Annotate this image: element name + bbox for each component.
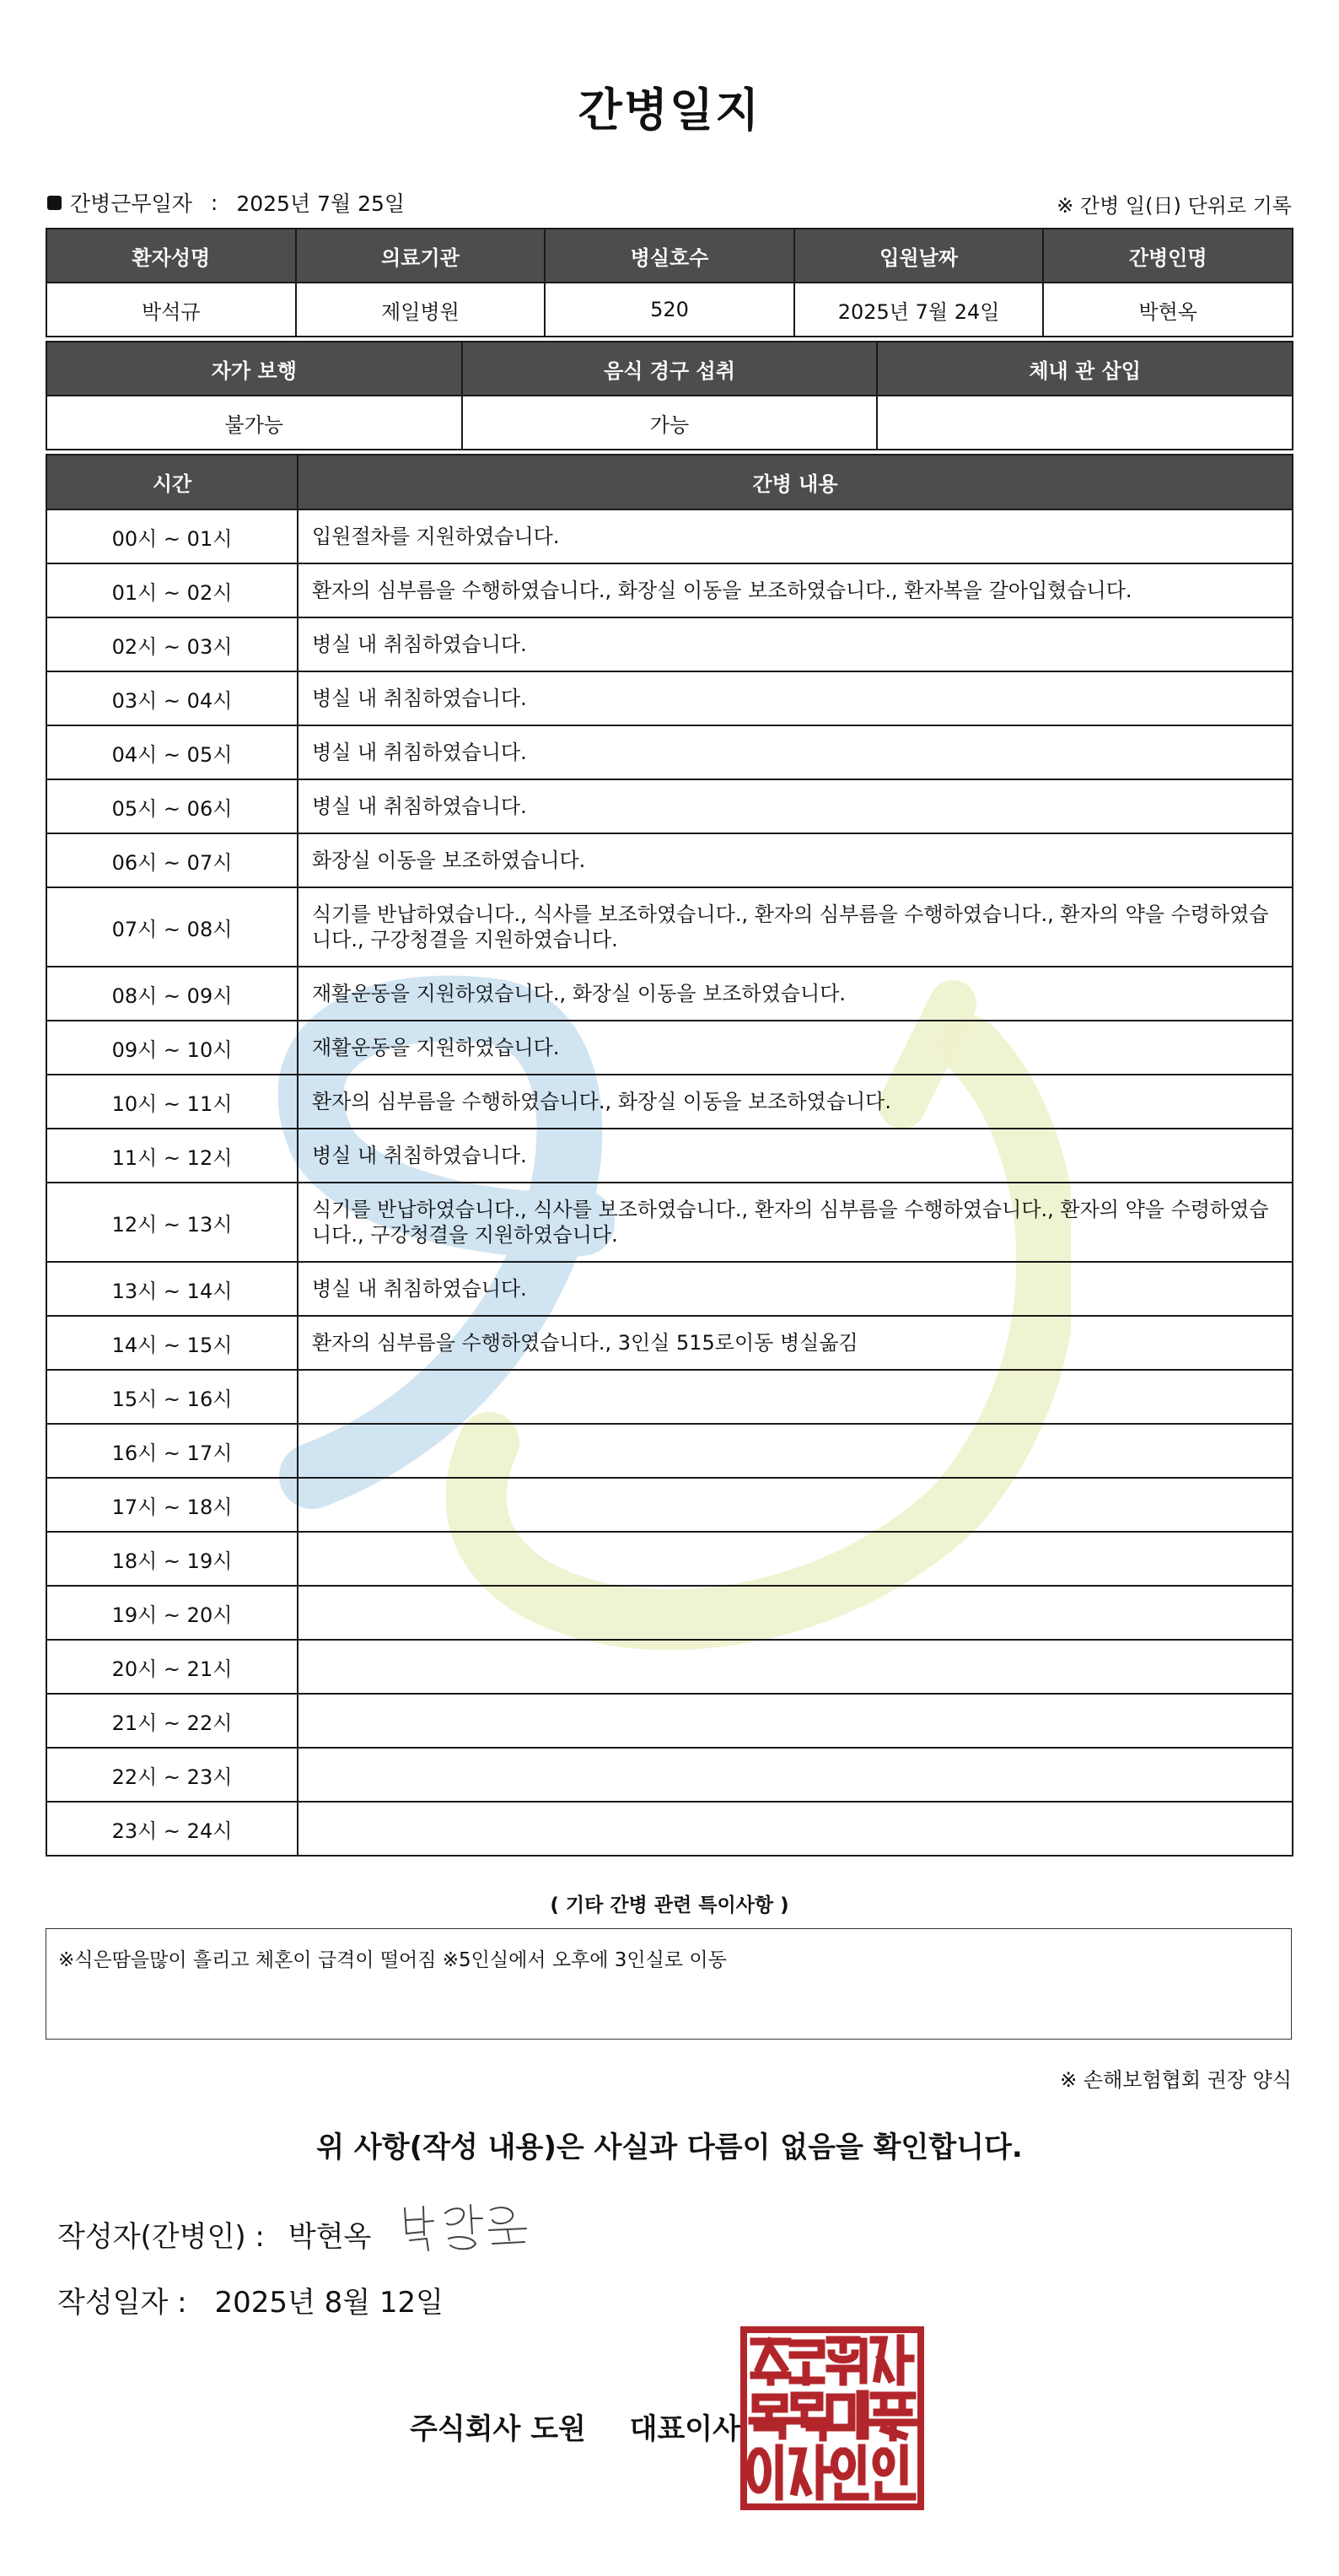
writer-label: 작성자(간병인) : <box>57 2220 265 2254</box>
care-log-content: 병실 내 취침하였습니다. <box>298 725 1293 779</box>
notes-text: ※식은땀을많이 흘리고 체혼이 급격이 떨어짐 ※5인실에서 오후에 3인실로 이동 <box>58 1949 727 1971</box>
care-log-time: 18시 ~ 19시 <box>46 1532 298 1586</box>
care-log-content: 병실 내 취침하였습니다. <box>298 779 1293 833</box>
hospital-value: 제일병원 <box>296 283 546 337</box>
care-log-row <box>46 1802 1293 1856</box>
care-log-content: 병실 내 취침하였습니다. <box>298 1129 1293 1183</box>
care-log-time: 12시 ~ 13시 <box>46 1183 298 1262</box>
care-log-row <box>46 671 1293 725</box>
status-value-row <box>46 396 1293 450</box>
care-log-time: 00시 ~ 01시 <box>46 509 298 563</box>
care-log-content: 화장실 이동을 보조하였습니다. <box>298 833 1293 887</box>
care-log-time: 13시 ~ 14시 <box>46 1262 298 1316</box>
care-log-time: 01시 ~ 02시 <box>46 563 298 617</box>
writer-row <box>57 2213 371 2255</box>
care-log-body <box>46 509 1293 1856</box>
self-walking-header: 자가 보행 <box>46 342 462 396</box>
daily-record-note: ※ 간병 일(日) 단위로 기록 <box>1057 194 1292 218</box>
care-log-row <box>46 1021 1293 1075</box>
care-log-row <box>46 1424 1293 1478</box>
company-seal-stamp <box>739 2325 926 2512</box>
care-log-time: 16시 ~ 17시 <box>46 1424 298 1478</box>
care-log-row <box>46 967 1293 1021</box>
care-log-time: 15시 ~ 16시 <box>46 1370 298 1424</box>
care-log-content: 병실 내 취침하였습니다. <box>298 1262 1293 1316</box>
care-log-content <box>298 1478 1293 1532</box>
page-title: 간병일지 <box>578 84 761 137</box>
care-log-content <box>298 1586 1293 1640</box>
tube-insertion-header: 체내 관 삽입 <box>877 342 1293 396</box>
self-walking-value: 불가능 <box>46 396 462 450</box>
care-log-header-row <box>46 455 1293 509</box>
care-log-time: 22시 ~ 23시 <box>46 1748 298 1802</box>
company-name: 주식회사 도원 <box>410 2412 586 2446</box>
care-log-time: 11시 ~ 12시 <box>46 1129 298 1183</box>
care-log-row <box>46 1478 1293 1532</box>
patient-info-header-row <box>46 229 1293 283</box>
care-log-content: 환자의 심부름을 수행하였습니다., 화장실 이동을 보조하였습니다., 환자복을 갈아입혔습니다. <box>298 563 1293 617</box>
care-log-row <box>46 779 1293 833</box>
care-log-content <box>298 1424 1293 1478</box>
care-log-row <box>46 1316 1293 1370</box>
care-log-row <box>46 617 1293 671</box>
care-log-row <box>46 1532 1293 1586</box>
care-log-time: 23시 ~ 24시 <box>46 1802 298 1856</box>
written-date-row <box>57 2279 444 2320</box>
care-log-content: 재활운동을 지원하였습니다., 화장실 이동을 보조하였습니다. <box>298 967 1293 1021</box>
care-log-content: 환자의 심부름을 수행하였습니다., 3인실 515로이동 병실옮김 <box>298 1316 1293 1370</box>
caregiver-name-value: 박현옥 <box>1043 283 1293 337</box>
confirmation-statement: 위 사항(작성 내용)은 사실과 다름이 없음을 확인합니다. <box>316 2131 1023 2164</box>
writer-name: 박현옥 <box>288 2220 372 2254</box>
care-log-time: 14시 ~ 15시 <box>46 1316 298 1370</box>
care-log-row <box>46 509 1293 563</box>
room-number-header: 병실호수 <box>545 229 794 283</box>
work-date <box>47 187 405 218</box>
care-log-row <box>46 887 1293 967</box>
patient-name-value: 박석규 <box>46 283 296 337</box>
patient-info-value-row <box>46 283 1293 337</box>
care-log-row <box>46 833 1293 887</box>
caregiver-name-header: 간병인명 <box>1043 229 1293 283</box>
oral-intake-value: 가능 <box>462 396 878 450</box>
work-date-value: 2025년 7월 25일 <box>236 191 406 216</box>
written-date-value: 2025년 8월 12일 <box>214 2286 444 2320</box>
tube-insertion-value <box>877 396 1293 450</box>
care-log-row <box>46 1586 1293 1640</box>
care-log-time: 04시 ~ 05시 <box>46 725 298 779</box>
bullet-square-icon <box>47 196 62 210</box>
company-signoff <box>410 2406 740 2447</box>
care-log-row <box>46 563 1293 617</box>
care-log-row <box>46 1183 1293 1262</box>
care-log-content <box>298 1802 1293 1856</box>
work-date-label: 간병근무일자 <box>70 191 192 216</box>
care-log-content: 병실 내 취침하였습니다. <box>298 671 1293 725</box>
care-log-row <box>46 1075 1293 1129</box>
oral-intake-header: 음식 경구 섭취 <box>462 342 878 396</box>
care-log-content: 식기를 반납하였습니다., 식사를 보조하였습니다., 환자의 심부름을 수행하였습니다., 환자의 약을 수령하였습니다., 구강청결을 지원하였습니다. <box>298 1183 1293 1262</box>
care-log-content: 식기를 반납하였습니다., 식사를 보조하였습니다., 환자의 심부름을 수행하였습니다., 환자의 약을 수령하였습니다., 구강청결을 지원하였습니다. <box>298 887 1293 967</box>
care-log-table <box>46 454 1293 1857</box>
admission-date-value: 2025년 7월 24일 <box>794 283 1044 337</box>
handwritten-signature <box>398 2196 541 2255</box>
patient-info-table <box>46 228 1293 337</box>
care-log-row <box>46 1262 1293 1316</box>
care-log-row <box>46 1640 1293 1694</box>
care-log-time: 21시 ~ 22시 <box>46 1694 298 1748</box>
care-log-time: 19시 ~ 20시 <box>46 1586 298 1640</box>
care-log-time: 08시 ~ 09시 <box>46 967 298 1021</box>
care-log-time: 02시 ~ 03시 <box>46 617 298 671</box>
care-log-row <box>46 1129 1293 1183</box>
care-log-content <box>298 1532 1293 1586</box>
care-log-time: 05시 ~ 06시 <box>46 779 298 833</box>
status-header-row <box>46 342 1293 396</box>
care-log-content <box>298 1640 1293 1694</box>
care-log-time: 06시 ~ 07시 <box>46 833 298 887</box>
work-date-separator: : <box>210 190 218 215</box>
recommendation-note: ※ 손해보험협회 권장 양식 <box>1060 2068 1292 2092</box>
hospital-header: 의료기관 <box>296 229 546 283</box>
care-log-time: 03시 ~ 04시 <box>46 671 298 725</box>
care-log-time: 17시 ~ 18시 <box>46 1478 298 1532</box>
care-log-time: 07시 ~ 08시 <box>46 887 298 967</box>
care-log-content: 병실 내 취침하였습니다. <box>298 617 1293 671</box>
care-log-content <box>298 1370 1293 1424</box>
notes-title: ( 기타 간병 관련 특이사항 ) <box>550 1894 789 1916</box>
written-date-label: 작성일자 : <box>57 2286 187 2320</box>
care-log-time: 20시 ~ 21시 <box>46 1640 298 1694</box>
care-log-row <box>46 1370 1293 1424</box>
care-log-content: 재활운동을 지원하였습니다. <box>298 1021 1293 1075</box>
care-log-time: 09시 ~ 10시 <box>46 1021 298 1075</box>
care-log-content: 환자의 심부름을 수행하였습니다., 화장실 이동을 보조하였습니다. <box>298 1075 1293 1129</box>
care-log-time: 10시 ~ 11시 <box>46 1075 298 1129</box>
notes-box <box>46 1928 1292 2040</box>
company-title: 대표이사 <box>629 2412 740 2446</box>
content-header: 간병 내용 <box>298 455 1293 509</box>
patient-status-table <box>46 341 1293 450</box>
care-log-content: 입원절차를 지원하였습니다. <box>298 509 1293 563</box>
time-header: 시간 <box>46 455 298 509</box>
admission-date-header: 입원날짜 <box>794 229 1044 283</box>
care-log-content <box>298 1694 1293 1748</box>
care-log-content <box>298 1748 1293 1802</box>
care-log-row <box>46 1748 1293 1802</box>
care-log-row <box>46 725 1293 779</box>
room-number-value: 520 <box>545 283 794 337</box>
patient-name-header: 환자성명 <box>46 229 296 283</box>
care-log-row <box>46 1694 1293 1748</box>
